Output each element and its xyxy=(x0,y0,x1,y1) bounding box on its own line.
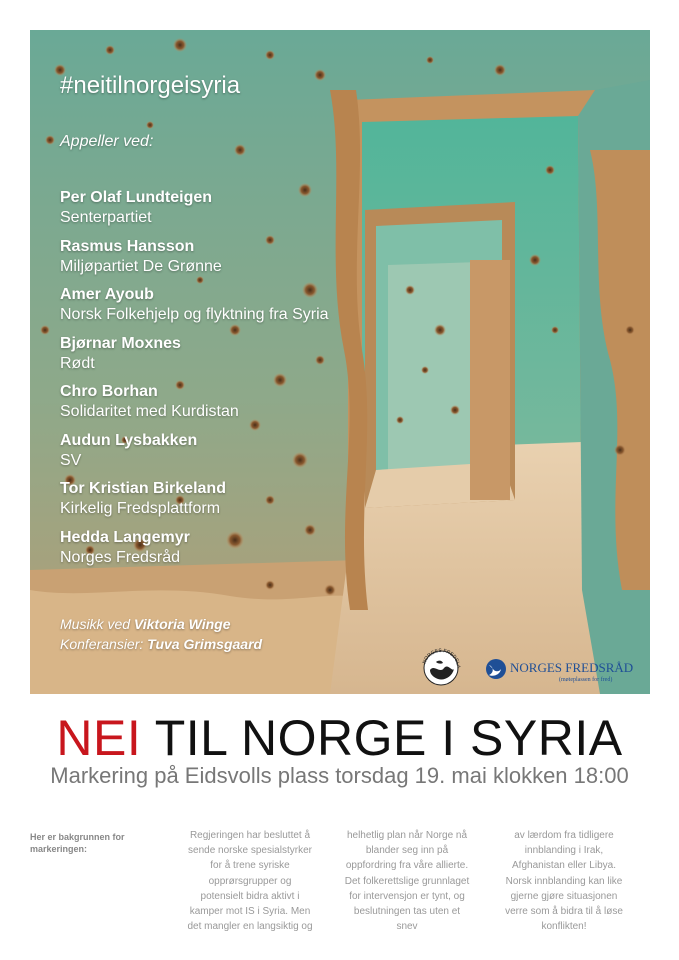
headline-red: NEI xyxy=(56,710,142,766)
fredsrad-name: NORGES FREDSRÅD xyxy=(510,660,634,675)
speaker-affiliation: Kirkelig Fredsplattform xyxy=(60,500,221,517)
speaker-affiliation: Norsk Folkehjelp og flyktning fra Syria xyxy=(60,306,329,323)
speaker-affiliation: Solidaritet med Kurdistan xyxy=(60,403,239,420)
speaker-affiliation: Rødt xyxy=(60,354,95,372)
host-name: Tuva Grimsgaard xyxy=(147,636,263,652)
speaker-name: Bjørnar Moxnes xyxy=(60,334,181,352)
speaker-item xyxy=(60,528,329,577)
host-credit xyxy=(60,634,262,654)
subheadline: Markering på Eidsvolls plass torsdag 19. mai klokken 18:00 xyxy=(50,763,629,788)
speaker-item xyxy=(60,479,329,528)
credits xyxy=(60,614,262,654)
speaker-affiliation: Senterpartiet xyxy=(60,209,152,226)
speaker-name: Per Olaf Lundteigen xyxy=(60,189,213,206)
speaker-list xyxy=(60,188,329,576)
speaker-item xyxy=(60,334,329,383)
nei-til-krig-arc-text: NORGES FREDSLA xyxy=(421,648,462,669)
speaker-affiliation: Norges Fredsråd xyxy=(60,548,181,566)
speakers-heading: Appeller ved: xyxy=(60,133,154,150)
hashtag: #neitilnorgeisyria xyxy=(60,72,241,99)
speaker-item xyxy=(60,431,329,480)
speaker-item xyxy=(60,382,329,431)
background-label: Her er bakgrunnen for markeringen: xyxy=(30,832,125,854)
headline-rest: TIL NORGE I SYRIA xyxy=(154,710,623,766)
music-name: Viktoria Winge xyxy=(133,616,231,632)
music-label: Musikk ved xyxy=(60,616,131,632)
music-credit xyxy=(60,614,262,634)
host-label: Konferansier: xyxy=(60,636,144,652)
nei-til-krig-logo xyxy=(418,648,464,686)
speaker-name: Audun Lysbakken xyxy=(60,431,198,449)
speaker-item xyxy=(60,237,329,286)
speaker-name: Rasmus Hansson xyxy=(60,237,195,255)
speaker-name: Hedda Langemyr xyxy=(60,528,190,546)
speaker-item xyxy=(60,188,329,237)
speaker-name: Amer Ayoub xyxy=(60,286,154,303)
speaker-affiliation: SV xyxy=(60,451,82,469)
speaker-name: Chro Borhan xyxy=(60,383,158,400)
speaker-affiliation: Miljøpartiet De Grønne xyxy=(60,257,222,275)
body-column-1: Regjeringen har besluttet å sende norske spesialstyrker for å trene syriske opprørsgrupper og potensielt bidra aktivt i kamper mot IS i Syria. Men det mangler en langsiktig og xyxy=(187,830,313,933)
body-column-2: helhetlig plan når Norge nå blander seg inn på oppfordring fra våre allierte. Det folkerettslige grunnlaget for intervensjon er tynt, og beslutningen tas uten et snev xyxy=(344,830,470,933)
body-column-3: av lærdom fra tidligere innblanding i Irak, Afghanistan eller Libya. Norsk innblanding kan like gjerne gjøre situasjonen verre som å bidra til å løse konflikten! xyxy=(505,830,623,933)
norges-fredsrad-logo xyxy=(485,655,635,687)
headline xyxy=(0,708,679,768)
speaker-item xyxy=(60,285,329,334)
speaker-name: Tor Kristian Birkeland xyxy=(60,480,226,497)
fredsrad-tagline: (møteplassen for fred) xyxy=(559,677,613,683)
